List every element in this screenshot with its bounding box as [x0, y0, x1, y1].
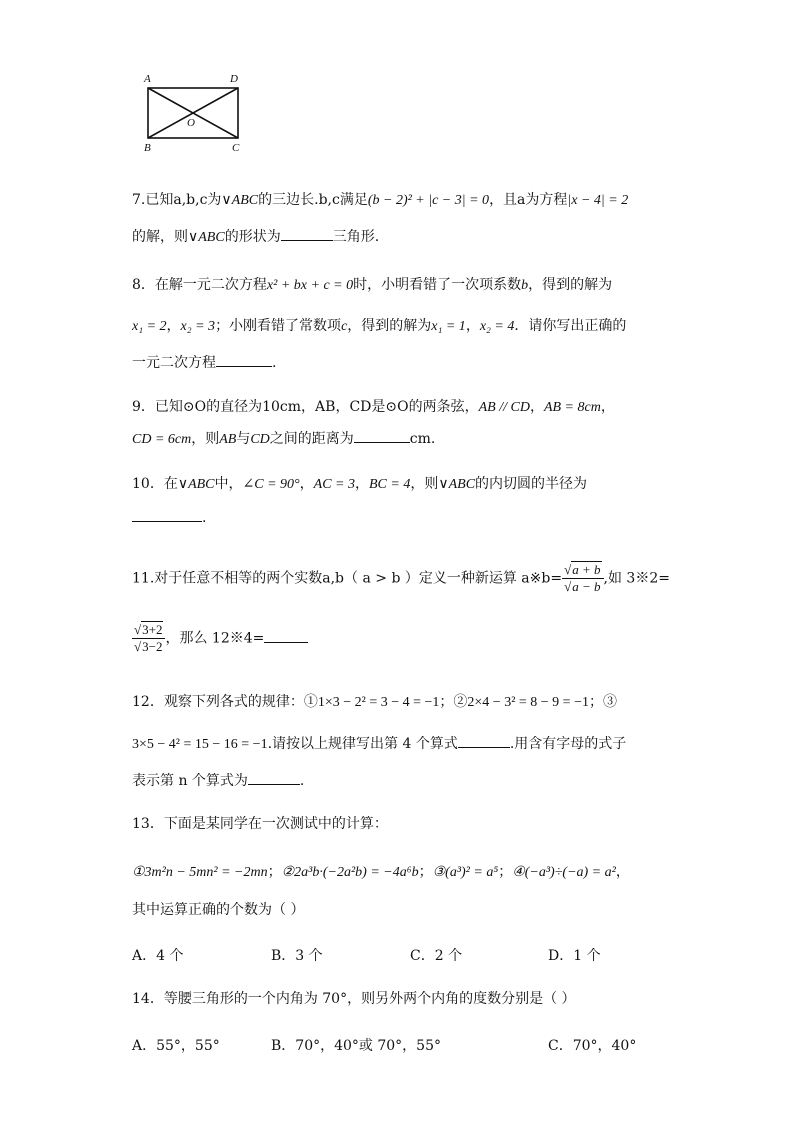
- label-b: B: [144, 142, 151, 154]
- q13-question: 其中运算正确的个数为（ ）: [132, 902, 305, 918]
- q12-line-3: 表示第 n 个算式为 .: [132, 770, 304, 791]
- answer-blank: [248, 770, 300, 785]
- q8-line-3: 一元二次方程 .: [132, 352, 276, 373]
- q14-option-a[interactable]: A．55°，55°: [132, 1038, 220, 1054]
- q12-line-1: 12．观察下列各式的规律：①1×3 − 2² = 3 − 4 = −1；②2×4 − 3² = 8 − 9 = −1；③: [132, 694, 617, 710]
- answer-blank: [281, 226, 333, 241]
- q8-line-1: 8．在解一元二次方程x² + bx + c = 0时，小明看错了一次项系数b，得到的解为: [132, 277, 613, 293]
- q11-line-1: 11.对于任意不相等的两个实数a,b（ a > b ）定义一种新运算 a※b= $\frac{√a + b}{√a - b}$ ,如 3※2=: [132, 562, 670, 594]
- fraction-example: $\frac{√3+2}{√3-2}$: [132, 622, 165, 655]
- q7-line-2: 的解，则∨ABC的形状为 三角形.: [132, 226, 379, 248]
- q14-question: 14．等腰三角形的一个内角为 70°，则另外两个内角的度数分别是（ ）: [132, 991, 576, 1007]
- q13-option-c[interactable]: C．2 个: [410, 948, 463, 964]
- answer-blank: [264, 628, 308, 643]
- q13-option-d[interactable]: D．1 个: [548, 948, 601, 964]
- label-d: D: [230, 73, 238, 85]
- answer-blank: [132, 507, 202, 522]
- fraction-definition: $\frac{√a + b}{√a - b}$: [562, 562, 603, 595]
- answer-blank: [354, 428, 410, 443]
- q14-option-c[interactable]: C．70°，40°: [548, 1038, 637, 1054]
- q10-line-1: 10．在∨ABC中，∠C = 90°，AC = 3，BC = 4，则∨ABC的内切圆的半径为: [132, 476, 588, 492]
- q7-line-1: 7.已知a,b,c为∨ABC的三边长.b,c满足(b − 2)² + |c − 3| = 0，且a为方程|x − 4| = 2: [132, 192, 629, 208]
- label-o: O: [187, 117, 195, 129]
- q10-line-2: .: [132, 507, 206, 528]
- label-c: C: [232, 142, 240, 154]
- q8-line-2: x₁ = 2，x₂ = 3；小刚看错了常数项c，得到的解为x₁ = 1，x₂ = 4．请你写出正确的: [132, 318, 627, 334]
- q9-line-1: 9．已知⊙O的直径为10cm，AB，CD是⊙O的两条弦，AB // CD，AB = 8cm，: [132, 399, 615, 415]
- q11-line-2: $\frac{√3+2}{√3-2}$ ，那么 12※4=: [132, 622, 308, 655]
- q13-option-a[interactable]: A．4 个: [132, 948, 184, 964]
- label-a: A: [144, 73, 151, 85]
- answer-blank: [458, 733, 510, 748]
- rectangle-diagram: [136, 70, 256, 156]
- answer-blank: [216, 352, 272, 367]
- q13-option-b[interactable]: B．3 个: [271, 948, 323, 964]
- q13-expressions: ①3m²n − 5mn² = −2mn；②2a³b·(−2a²b) = −4a⁶b；③(a³)² = a⁵；④(−a³)÷(−a) = a²，: [132, 864, 630, 880]
- q12-line-2: 3×5 − 4² = 15 − 16 = −1.请按以上规律写出第 4 个算式 .用含有字母的式子: [132, 733, 626, 755]
- q13-title: 13．下面是某同学在一次测试中的计算：: [132, 816, 388, 832]
- q14-option-b[interactable]: B．70°，40°或 70°，55°: [271, 1038, 441, 1054]
- q9-line-2: CD = 6cm，则AB与CD之间的距离为 cm.: [132, 428, 435, 450]
